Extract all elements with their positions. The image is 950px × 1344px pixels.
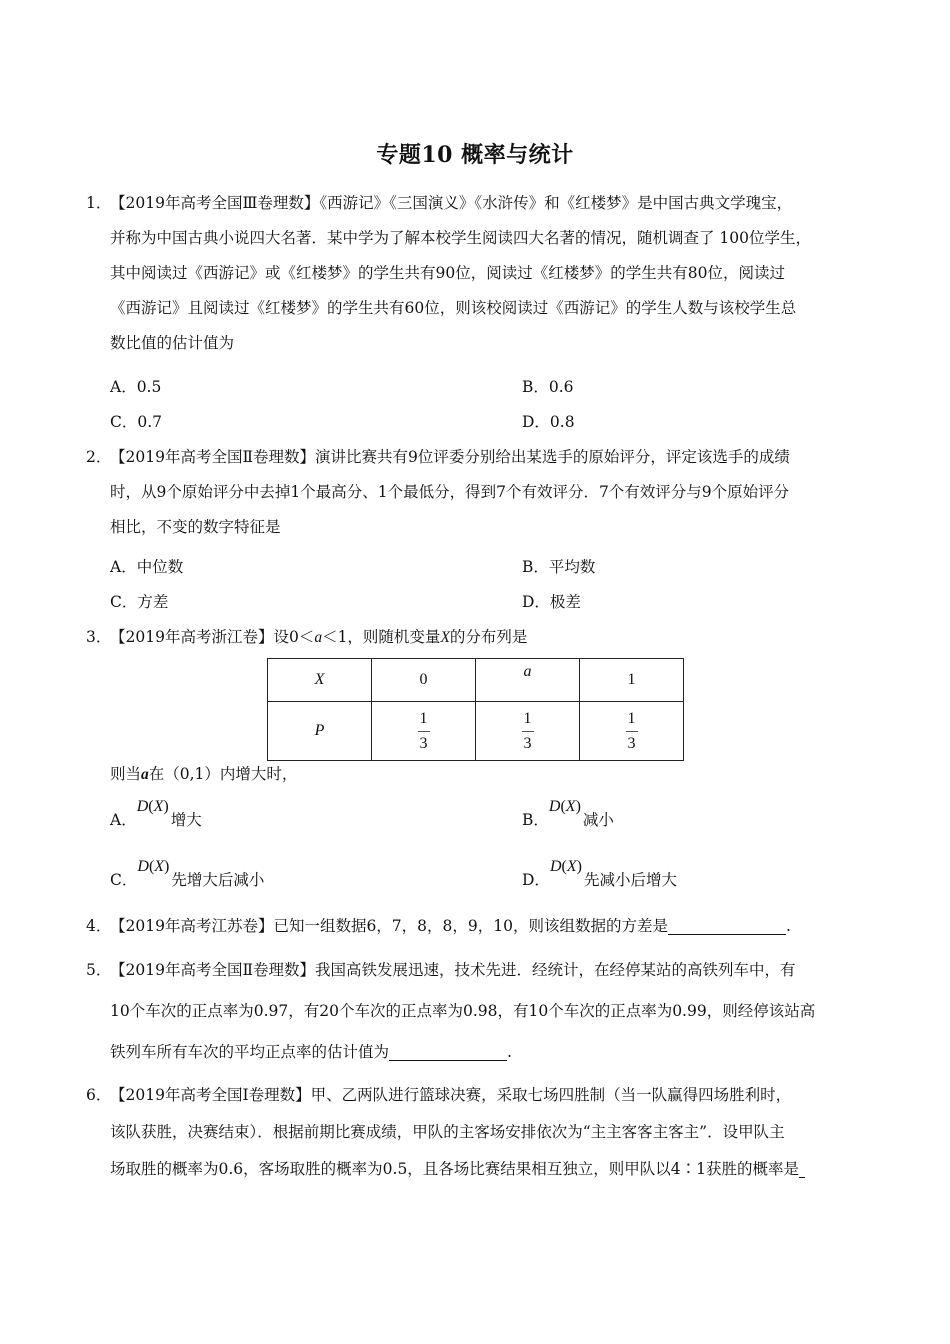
option-b: B．D(X)减小	[522, 798, 614, 829]
question-number: 6．	[86, 1086, 112, 1104]
fraction: $\frac{1}{3}$	[627, 709, 636, 752]
question-text: 【2019年高考全国Ⅰ卷理数】甲、乙两队进行篮球决赛，采取七场四胜制（当一队赢得四场胜利时，	[110, 1086, 792, 1104]
option-a: A．D(X)增大	[110, 798, 202, 829]
variable-x: X	[440, 629, 450, 646]
table-cell: a	[476, 659, 580, 702]
question-number: 5．	[86, 961, 112, 979]
question-number: 1．	[86, 194, 112, 212]
option-d: D．极差	[522, 593, 581, 611]
question-text: 【2019年高考全国Ⅱ卷理数】演讲比赛共有9位评委分别给出某选手的原始评分，评定该选手的成绩	[110, 448, 790, 466]
option-a: A．中位数	[110, 558, 184, 576]
question-text: 的分布列是	[449, 628, 528, 646]
question-text: 【2019年高考浙江卷】设0＜	[110, 628, 315, 646]
question-text: 则当a在（0,1）内增大时，	[110, 765, 298, 783]
question-text: 场取胜的概率为0.6，客场取胜的概率为0.5，且各场比赛结果相互独立，则甲队以4∶1获胜的概率是	[110, 1160, 800, 1178]
question-text: ＜1，则随机变量	[322, 628, 441, 646]
table-cell: P	[268, 702, 372, 761]
page-title: 专题10 概率与统计	[376, 142, 574, 168]
question-text: 《西游记》且阅读过《红楼梦》的学生共有60位，则该校阅读过《西游记》的学生人数与该校学生总	[110, 299, 797, 317]
distribution-table	[267, 658, 684, 761]
question-text: 【2019年高考江苏卷】已知一组数据6，7，8，8，9，10，则该组数据的方差是	[110, 917, 668, 935]
option-c: C．D(X)先增大后减小	[110, 858, 265, 889]
option-b: B．平均数	[522, 558, 596, 576]
answer-blank[interactable]	[668, 916, 786, 935]
variance-expression: D(X)	[549, 858, 582, 875]
variance-expression: D(X)	[137, 858, 170, 875]
question-text: 10个车次的正点率为0.97，有20个车次的正点率为0.98，有10个车次的正点率为0.99，则经停该站高	[110, 1002, 816, 1020]
question-text: 【2019年高考全国Ⅱ卷理数】我国高铁发展迅速，技术先进．经统计，在经停某站的高铁列车中，有	[110, 961, 796, 979]
question-text: 【2019年高考全国Ⅲ卷理数】《西游记》《三国演义》《水浒传》和《红楼梦》是中国古典文学瑰宝，	[110, 194, 793, 212]
table-row	[268, 702, 684, 761]
question-text: 铁列车所有车次的平均正点率的估计值为	[110, 1043, 390, 1061]
answer-blank[interactable]	[799, 1159, 805, 1178]
variance-expression: D(X)	[136, 798, 169, 815]
question-1	[86, 186, 886, 361]
table-cell	[476, 702, 580, 761]
variance-expression: D(X)	[548, 798, 581, 815]
question-text: 时，从9个原始评分中去掉1个最高分、1个最低分，得到7个有效评分．7个有效评分与9个原始评分	[110, 483, 790, 501]
table-cell: 0	[372, 659, 476, 702]
question-5: 5．【2019年高考全国Ⅱ卷理数】我国高铁发展迅速，技术先进．经统计，在经停某站的高铁列车中，有 10个车次的正点率为0.97，有20个车次的正点率为0.98，有10个车次的正点率为0.99，则经停该站高 铁列车所有车次的平均正点率的估计值为 .	[86, 950, 886, 1073]
table-cell	[372, 702, 476, 761]
table-cell	[580, 702, 684, 761]
option-b: B．0.6	[522, 378, 574, 396]
question-number: 4．	[86, 917, 112, 935]
question-number: 3．	[86, 628, 112, 646]
fraction: $\frac{1}{3}$	[419, 709, 428, 752]
option-c: C．方差	[110, 593, 169, 611]
question-text: 其中阅读过《西游记》或《红楼梦》的学生共有90位，阅读过《红楼梦》的学生共有80位，阅读过	[110, 264, 785, 282]
option-d: D．0.8	[522, 413, 575, 431]
variable-a: a	[314, 629, 323, 646]
question-text: 数比值的估计值为	[110, 334, 235, 352]
question-text: 该队获胜，决赛结束）．根据前期比赛成绩，甲队的主客场安排依次为“主主客客主客主”．设甲队主	[110, 1123, 785, 1141]
option-a: A．0.5	[110, 378, 162, 396]
fraction: $\frac{1}{3}$	[523, 709, 532, 752]
question-6	[86, 1077, 886, 1188]
table-cell: 1	[580, 659, 684, 702]
question-2	[86, 440, 886, 545]
table-row	[268, 659, 684, 702]
question-number: 2．	[86, 448, 112, 466]
question-text: 相比，不变的数字特征是	[110, 518, 281, 536]
question-4: 4．【2019年高考江苏卷】已知一组数据6，7，8，8，9，10，则该组数据的方差是 .	[86, 909, 886, 944]
table-cell: X	[268, 659, 372, 702]
answer-blank[interactable]	[389, 1042, 507, 1061]
option-d: D．D(X)先减小后增大	[522, 858, 677, 889]
option-c: C．0.7	[110, 413, 163, 431]
question-text: 并称为中国古典小说四大名著．某中学为了解本校学生阅读四大名著的情况，随机调查了 100位学生，	[110, 229, 812, 247]
question-3	[86, 620, 886, 655]
